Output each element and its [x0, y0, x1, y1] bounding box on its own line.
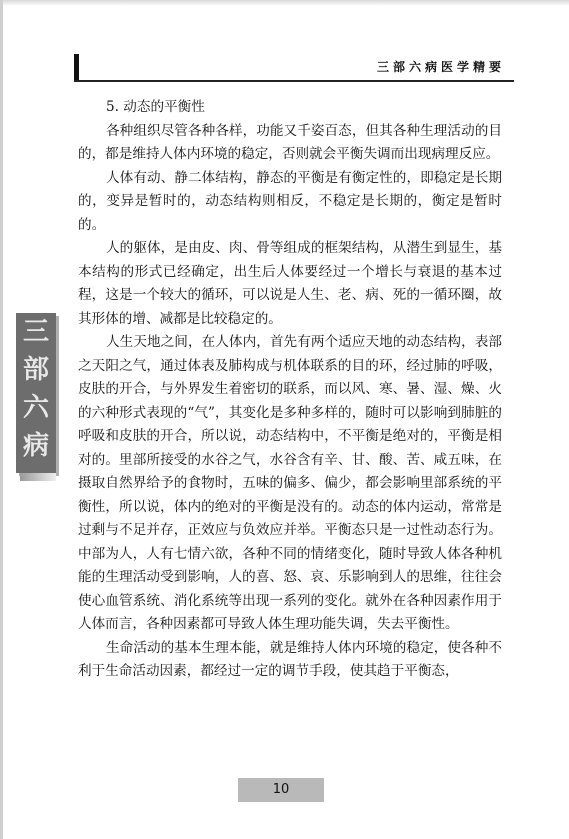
header-marker-bar [74, 54, 79, 82]
side-thumb-tab [16, 313, 56, 473]
body-paragraph: 生命活动的基本生理本能，就是维持人体内环境的稳定，使各种不利于生命活动因素，都经过一定的调节手段，使其趋于平衡态， [78, 639, 502, 679]
body-paragraph: 人体有动、静二体结构，静态的平衡是有衡定性的，即稳定是长期的，变异是暂时的，动态结构则相反，不稳定是长期的，衡定是暂时的。 [78, 169, 502, 233]
side-tab-char: 六 [22, 393, 49, 423]
body-paragraph: 人的躯体，是由皮、肉、骨等组成的框架结构，从潜生到显生，基本结构的形式已经确定，出生后人体要经过一个增长与衰退的基本过程，这是一个较大的循环，可以说是人生、老、病、死的一循环圈，故其形体的增、减都是比较稳定的。 [78, 240, 502, 327]
side-tab-char: 病 [22, 431, 49, 461]
side-tab-shadow [20, 473, 56, 481]
side-tab-char: 三 [22, 317, 49, 347]
body-paragraph: 人生天地之间，在人体内，首先有两个适应天地的动态结构，表部之天阳之气，通过体表及肺构成与机体联系的目的环，经过肺的呼吸，皮肤的开合，与外界发生着密切的联系，而以风、寒、暑、湿、燥、火的六种形式表现的“气”，其变化是多种多样的，随时可以影响到肺脏的呼吸和皮肤的开合，所以说，动态结构中，不平衡是绝对的，平衡是相对的。里部所接受的水谷之气，水谷含有辛、甘、酸、苦、咸五味，在摄取自然界给予的食物时，五味的偏多、偏少，都会影响里部系统的平衡性，所以说，体内的绝对的平衡是没有的。动态的体内运动，常常是过剩与不足并存，正效应与负效应并举。平衡态只是一过性动态行为。中部为人，人有七情六欲，各种不同的情绪变化，随时导致人体各种机能的生理活动受到影响，人的喜、怒、哀、乐影响到人的思维，往往会使心血管系统、消化系统等出现一系列的变化。就外在各种因素作用于人体而言，各种因素都可导致人体生理功能失调，失去平衡性。 [78, 334, 502, 632]
body-paragraph: 各种组织尽管各种各样，功能又千姿百态，但其各种生理活动的目的，都是维持人体内环境的稳定，否则就会平衡失调而出现病理反应。 [78, 122, 502, 162]
section-heading: 5. 动态的平衡性 [106, 99, 205, 115]
page-number: 10 [238, 778, 324, 802]
page-body [78, 96, 502, 684]
header-rule [74, 80, 514, 82]
scan-top-edge [0, 0, 569, 6]
scan-left-edge [0, 0, 3, 839]
running-header-title: 三部六病医学精要 [376, 60, 505, 74]
side-tab-char: 部 [22, 355, 49, 385]
